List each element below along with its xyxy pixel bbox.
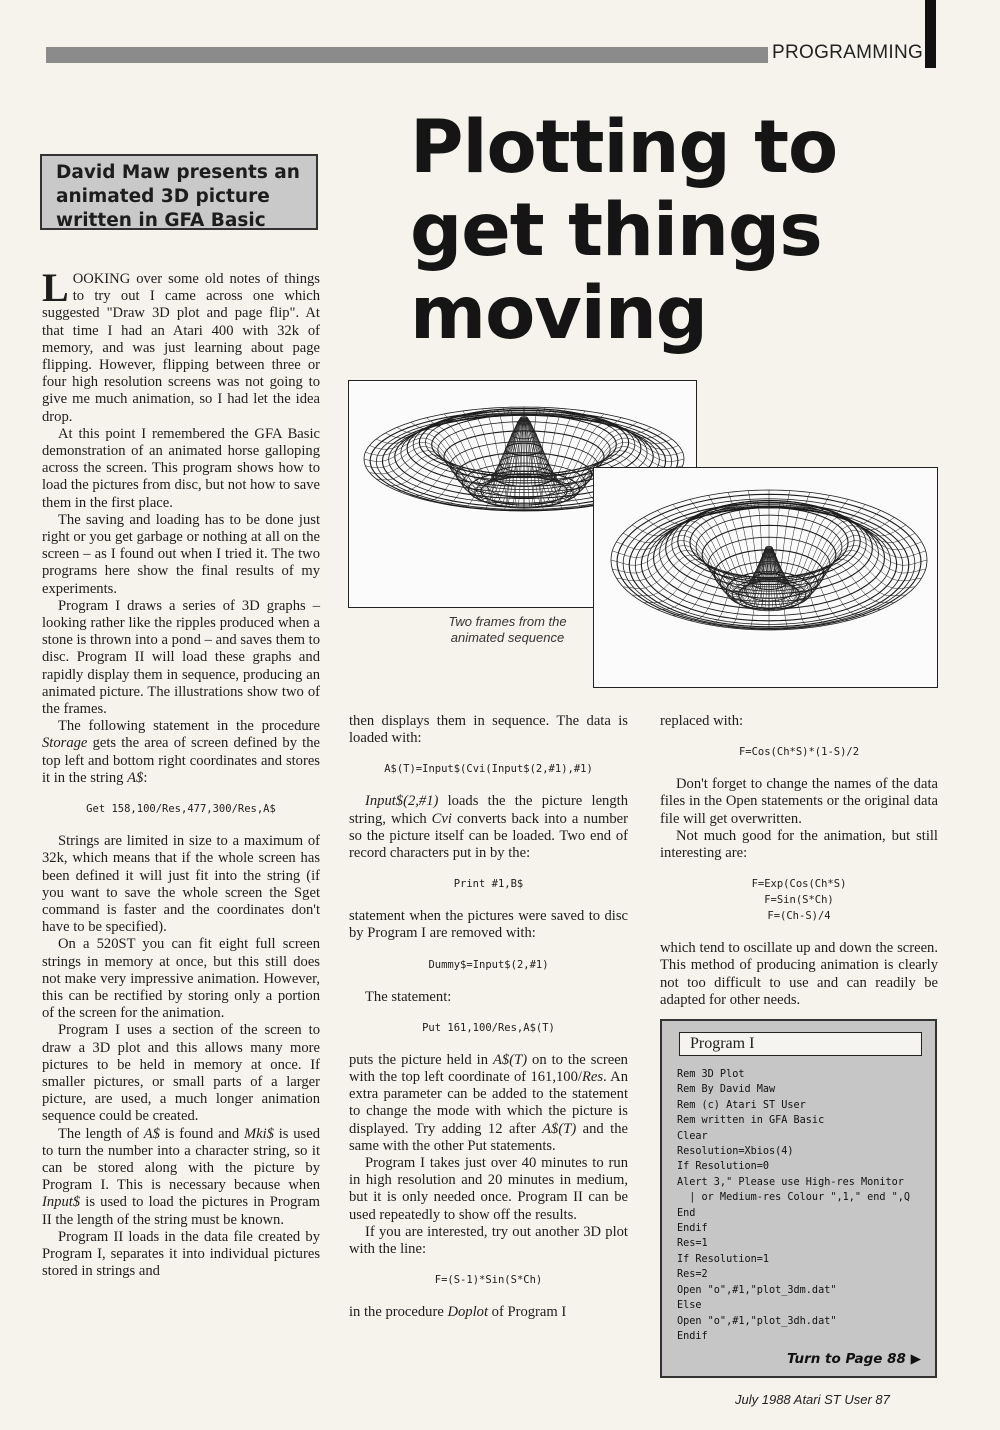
paragraph: statement when the pictures were saved to disc by Program I are removed with: [349,908,628,942]
paragraph: Input$(2,#1) loads the the picture length string, which Cvi converts back into a number so the picture itself can be loaded. Two end of record characters put in by the: [349,793,628,862]
paragraph: Not much good for the animation, but still interesting are: [660,827,938,862]
paragraph: If you are interested, try out another 3D plot with the line: [349,1223,628,1258]
headline-line-2: get things [410,188,822,273]
paragraph: The saving and loading has to be done just right or you get garbage or nothing at all on the screen – as I found out when I tried it. The two programs here show the final results of my experiments. [42,511,320,597]
code-snippet: Put 161,100/Res,A$(T) [422,1021,555,1034]
paragraph: then displays them in sequence. The data is loaded with: [349,713,628,747]
paragraph: The statement: [365,988,452,1005]
page-footer: July 1988 Atari ST User 87 [735,1392,890,1407]
paragraph: At this point I remembered the GFA Basic demonstration of an animated horse galloping across the screen. This program shows how to load the pictures from disc, but not how to save them in the first place. [42,425,320,511]
continued-link[interactable]: Turn to Page 88 ▶ [786,1351,921,1367]
drop-cap: L [42,265,69,310]
paragraph: in the procedure Doplot of Program I [349,1304,567,1321]
paragraph: Program I takes just over 40 minutes to run in high resolution and 20 minutes in medium, but it is only needed once. Program II can be used repeatedly to show off the results. [349,1155,628,1223]
article-column-1 [42,265,320,1280]
paragraph: Program I uses a section of the screen to draw a 3D plot and this allows many more pictures to be held in memory at once. If smaller pictures, or small parts of a larger picture, are used, a much longer animation sequence could be created. [42,1022,320,1125]
program-listing-box [660,1019,937,1378]
standfirst-box: David Maw presents an animated 3D picture written in GFA Basic [40,154,318,230]
code-snippet: Dummy$=Input$(2,#1) [428,958,549,971]
paragraph: LOOKING over some old notes of things to try out I came across one which suggested "Draw 3D plot and page flip". At that time I had an Atari 400 with 32k of memory, and was just learning about page flipping. However, flipping between three or four high resolution screens was not going to give me much animation, so I had let the idea drop. [42,265,320,425]
code-snippet: A$(T)=Input$(Cvi(Input$(2,#1),#1) [384,763,593,776]
ripple-spoke [365,417,520,490]
headline-line-1: Plotting to [410,105,838,190]
code-snippet: Print #1,B$ [453,878,524,891]
ripple-spoke [673,505,767,584]
figure-caption: Two frames from the animated sequence [448,614,567,645]
paragraph: puts the picture held in A$(T) on to the screen with the top left coordinate of 161,100/Res. An extra parameter can be added to the statement to change the mode with which the picture is displayed. Try adding 12 after A$(T) and the same with the other Put statements. [349,1051,628,1154]
paragraph: The following statement in the procedure Storage gets the area of screen defined by the top left and bottom right coordinates and stores it in the string A$: [42,718,320,786]
program-code: Rem 3D Plot Rem By David Maw Rem (c) Atari ST User Rem written in GFA Basic Clear Resolution=Xbios(4) If Resolution=0 Alert 3," Please use High-res Monitor | or Medium-res Colour ",1," end ",Q End Endif Res=1 If Resolution=1 Res=2 Open "o",#1,"plot_3dm.dat" Else Open "o",#1,"plot_3dh.dat" Endif [677,1069,911,1342]
code-snippet: F=(S-1)*Sin(S*Ch) [434,1274,543,1287]
headline-line-3: moving [410,271,708,356]
paragraph: which tend to oscillate up and down the screen. This method of producing animation is clearly not too difficult to use and can readily be adapted for other needs. [660,940,938,1008]
paragraph: replaced with: [660,713,744,729]
section-label: PROGRAMMING [772,42,924,63]
paragraph: On a 520ST you can fit eight full screen strings in memory at once, but this still does not make very impressive animation. However, this can be rectified by storing only a portion of the screen for the animation. [42,936,320,1022]
program-title: Program I [679,1032,922,1056]
header-rule [46,47,768,63]
paragraph: Program I draws a series of 3D graphs – looking rather like the ripples produced when a stone is thrown into a pond – and saves them to disc. Program II will load these graphs and rapidly display them in sequence, producing an animated picture. The illustrations show two of the frames. [42,597,320,718]
code-snippet: F=Cos(Ch*S)*(1-S)/2 [738,746,860,759]
article-column-2 [349,713,628,1321]
code-snippet: F=Exp(Cos(Ch*S) F=Sin(S*Ch) F=(Ch-S)/4 [751,878,847,923]
paragraph: Program II loads in the data file created by Program I, separates it into individual pictures stored in strings and [42,1228,320,1280]
ripple-spoke [771,505,865,584]
paragraph: Don't forget to change the names of the data files in the Open statements or the original data file will get overwritten. [660,776,938,827]
paragraph: The length of A$ is found and Mki$ is used to turn the number into a character string, so it can be stored along with the picture by Program I. This is necessary because when Input$ is used to load the pictures in Program II the length of the string must be known. [42,1125,320,1228]
wireframe-plot-2 [594,468,936,686]
paragraph: Strings are limited in size to a maximum of 32k, which means that if the whole screen has been defined it will just fit into the string (if you want to save the whole screen the Sget command is faster and the coordinates don't have to be specified). [42,833,320,936]
figure-frame-2 [593,467,938,688]
page-edge-tab [925,0,936,68]
headline [410,106,970,355]
code-snippet: Get 158,100/Res,477,300/Res,A$ [86,803,276,816]
article-column-3 [660,713,938,1009]
